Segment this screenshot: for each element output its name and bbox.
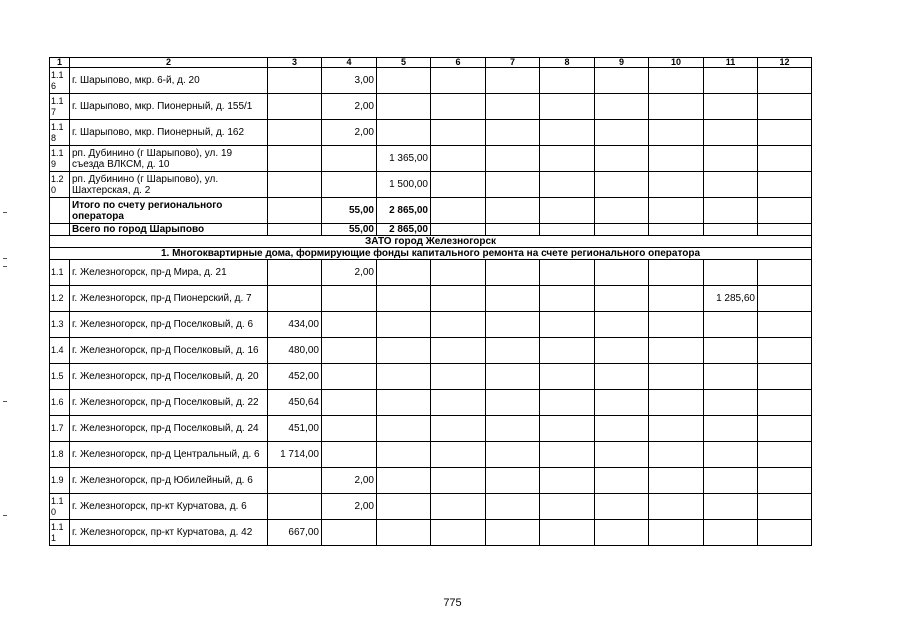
table-row [50, 390, 812, 416]
row-number [50, 68, 70, 94]
column-header-12: 12 [758, 58, 812, 68]
empty-cell [595, 494, 649, 520]
empty-cell [758, 224, 812, 236]
empty-cell [431, 312, 486, 338]
col11-value [704, 338, 758, 364]
margin-mark [3, 515, 7, 516]
col3-value [268, 68, 322, 94]
empty-cell [758, 198, 812, 224]
col11-value [704, 364, 758, 390]
table-row [50, 494, 812, 520]
address-cell: г. Железногорск, пр-д Мира, д. 21 [70, 260, 268, 286]
empty-cell [758, 494, 812, 520]
empty-cell [431, 390, 486, 416]
empty-cell [595, 120, 649, 146]
col5-value [377, 260, 431, 286]
table-row [50, 94, 812, 120]
total-label: Итого по счету регионального оператора [70, 198, 268, 224]
empty-cell [704, 198, 758, 224]
empty-cell [595, 338, 649, 364]
row-number-part: 1.1 [51, 495, 64, 506]
col11-value [704, 442, 758, 468]
row-number-part: 1.2 [51, 293, 64, 303]
col5-value [377, 338, 431, 364]
empty-cell [758, 146, 812, 172]
col3-value [268, 94, 322, 120]
empty-cell [540, 94, 595, 120]
row-number [50, 286, 70, 312]
row-number [50, 94, 70, 120]
column-header-4: 4 [322, 58, 377, 68]
col4-value: 2,00 [322, 120, 377, 146]
empty-cell [758, 416, 812, 442]
row-number [50, 390, 70, 416]
empty-cell [758, 364, 812, 390]
empty-cell [758, 442, 812, 468]
empty-cell [758, 172, 812, 198]
row-number-part: 1.6 [51, 397, 64, 407]
col4-value [322, 146, 377, 172]
empty-cell [758, 390, 812, 416]
empty-cell [486, 198, 540, 224]
col11-value [704, 68, 758, 94]
col4-value: 2,00 [322, 468, 377, 494]
col3-value: 434,00 [268, 312, 322, 338]
col11-value [704, 260, 758, 286]
row-number-part: 1.1 [51, 147, 64, 158]
empty-cell [486, 312, 540, 338]
row-number-part: 1.2 [51, 173, 64, 184]
column-header-2: 2 [70, 58, 268, 68]
col5-value: 1 500,00 [377, 172, 431, 198]
col11-value [704, 390, 758, 416]
empty-cell [431, 442, 486, 468]
repair-table [49, 57, 812, 546]
empty-cell [595, 198, 649, 224]
row-number-part: 1.1 [51, 95, 64, 106]
col5-value [377, 390, 431, 416]
empty-cell [540, 224, 595, 236]
empty-cell [431, 68, 486, 94]
empty-cell [540, 468, 595, 494]
row-number [50, 364, 70, 390]
empty-cell [595, 224, 649, 236]
empty-cell [268, 224, 322, 236]
empty-cell [649, 312, 704, 338]
empty-cell [758, 312, 812, 338]
section-zato [50, 236, 812, 248]
empty-cell [649, 68, 704, 94]
empty-cell [431, 172, 486, 198]
header-row [50, 58, 812, 68]
empty-cell [540, 312, 595, 338]
empty-cell [268, 198, 322, 224]
empty-cell [758, 120, 812, 146]
page-number: 775 [443, 597, 462, 609]
col3-value [268, 494, 322, 520]
empty-cell [649, 520, 704, 546]
empty-cell [540, 120, 595, 146]
row-number-part: 6 [51, 80, 57, 91]
row-number [50, 442, 70, 468]
table-row [50, 286, 812, 312]
col5-value [377, 364, 431, 390]
address-cell: г. Железногорск, пр-д Поселковый, д. 24 [70, 416, 268, 442]
col11-value [704, 494, 758, 520]
col3-value [268, 260, 322, 286]
address-cell: г. Железногорск, пр-д Поселковый, д. 22 [70, 390, 268, 416]
col4-value [322, 520, 377, 546]
col5-value [377, 68, 431, 94]
row-number-part: 0 [51, 506, 57, 517]
empty-cell [649, 260, 704, 286]
empty-cell [649, 338, 704, 364]
margin-mark [3, 401, 7, 402]
empty-cell [540, 442, 595, 468]
empty-cell [486, 120, 540, 146]
row-number [50, 338, 70, 364]
empty-cell [595, 442, 649, 468]
address-cell: рп. Дубинино (г Шарыпово), ул. 19 съезда ВЛКСМ, д. 10 [70, 146, 268, 172]
table-row [50, 146, 812, 172]
row-number-part: 0 [51, 184, 57, 195]
row-number-part: 1.9 [51, 475, 64, 485]
empty-cell [649, 146, 704, 172]
empty-cell [758, 286, 812, 312]
col3-value [268, 286, 322, 312]
empty-cell [595, 312, 649, 338]
col5-value [377, 442, 431, 468]
col3-value: 1 714,00 [268, 442, 322, 468]
empty-cell [486, 286, 540, 312]
col11-value [704, 94, 758, 120]
empty-cell [486, 68, 540, 94]
address-cell: г. Шарыпово, мкр. Пионерный, д. 162 [70, 120, 268, 146]
row-number [50, 416, 70, 442]
empty-cell [595, 68, 649, 94]
table-row [50, 520, 812, 546]
address-cell: рп. Дубинино (г Шарыпово), ул. Шахтерская, д. 2 [70, 172, 268, 198]
table-row [50, 364, 812, 390]
col3-value [268, 120, 322, 146]
row-number-part: 1.8 [51, 449, 64, 459]
empty-cell [50, 198, 70, 224]
empty-cell [431, 520, 486, 546]
empty-cell [431, 198, 486, 224]
column-header-11: 11 [704, 58, 758, 68]
col3-value: 667,00 [268, 520, 322, 546]
column-header-3: 3 [268, 58, 322, 68]
empty-cell [595, 260, 649, 286]
total-col5: 2 865,00 [377, 224, 431, 236]
row-number [50, 520, 70, 546]
empty-cell [486, 172, 540, 198]
row-number-part: 1.1 [51, 521, 64, 532]
table-row [50, 120, 812, 146]
column-header-1: 1 [50, 58, 70, 68]
address-cell: г. Железногорск, пр-кт Курчатова, д. 6 [70, 494, 268, 520]
section-subheading [50, 248, 812, 260]
empty-cell [540, 364, 595, 390]
empty-cell [758, 94, 812, 120]
table-row [50, 172, 812, 198]
table-row [50, 416, 812, 442]
col4-value [322, 390, 377, 416]
total-col5: 2 865,00 [377, 198, 431, 224]
address-cell: г. Железногорск, пр-д Пионерский, д. 7 [70, 286, 268, 312]
col11-value [704, 416, 758, 442]
empty-cell [486, 520, 540, 546]
empty-cell [486, 442, 540, 468]
empty-cell [595, 390, 649, 416]
empty-cell [540, 520, 595, 546]
col4-value [322, 442, 377, 468]
empty-cell [431, 364, 486, 390]
margin-mark [3, 258, 7, 259]
address-cell: г. Шарыпово, мкр. 6-й, д. 20 [70, 68, 268, 94]
empty-cell [595, 146, 649, 172]
col4-value [322, 338, 377, 364]
empty-cell [486, 224, 540, 236]
empty-cell [595, 468, 649, 494]
empty-cell [431, 416, 486, 442]
table-row [50, 338, 812, 364]
empty-cell [431, 338, 486, 364]
row-number [50, 260, 70, 286]
table-row [50, 260, 812, 286]
address-cell: г. Железногорск, пр-д Поселковый, д. 6 [70, 312, 268, 338]
empty-cell [649, 120, 704, 146]
row-number-part: 1 [51, 532, 57, 543]
empty-cell [649, 364, 704, 390]
empty-cell [758, 338, 812, 364]
empty-cell [486, 468, 540, 494]
empty-cell [431, 286, 486, 312]
column-header-8: 8 [540, 58, 595, 68]
empty-cell [540, 172, 595, 198]
column-header-10: 10 [649, 58, 704, 68]
empty-cell [540, 286, 595, 312]
col3-value [268, 146, 322, 172]
empty-cell [649, 416, 704, 442]
empty-cell [595, 520, 649, 546]
empty-cell [431, 224, 486, 236]
col11-value [704, 146, 758, 172]
empty-cell [595, 364, 649, 390]
empty-cell [486, 338, 540, 364]
col3-value: 451,00 [268, 416, 322, 442]
empty-cell [649, 224, 704, 236]
empty-cell [431, 468, 486, 494]
col4-value [322, 416, 377, 442]
empty-cell [540, 68, 595, 94]
table-row [50, 68, 812, 94]
col4-value [322, 312, 377, 338]
total-col4: 55,00 [322, 224, 377, 236]
empty-cell [540, 416, 595, 442]
empty-cell [540, 494, 595, 520]
col3-value [268, 468, 322, 494]
empty-cell [486, 494, 540, 520]
empty-cell [758, 520, 812, 546]
row-number-part: 1.1 [51, 121, 64, 132]
row-number [50, 312, 70, 338]
row-number-part: 9 [51, 158, 57, 169]
empty-cell [758, 468, 812, 494]
table-row [50, 312, 812, 338]
row-number-part: 1.5 [51, 371, 64, 381]
empty-cell [649, 468, 704, 494]
col11-value [704, 468, 758, 494]
empty-cell [540, 390, 595, 416]
empty-cell [431, 94, 486, 120]
col3-value: 450,64 [268, 390, 322, 416]
row-number [50, 120, 70, 146]
address-cell: г. Железногорск, пр-д Центральный, д. 6 [70, 442, 268, 468]
empty-cell [595, 416, 649, 442]
col4-value [322, 364, 377, 390]
total-label: Всего по город Шарыпово [70, 224, 268, 236]
total-row [50, 224, 812, 236]
empty-cell [649, 94, 704, 120]
empty-cell [540, 260, 595, 286]
row-number-part: 8 [51, 132, 57, 143]
row-number-part: 1.1 [51, 267, 64, 277]
column-header-5: 5 [377, 58, 431, 68]
row-number-part: 1.1 [51, 69, 64, 80]
row-number-part: 1.3 [51, 319, 64, 329]
col3-value: 480,00 [268, 338, 322, 364]
col5-value [377, 494, 431, 520]
column-header-7: 7 [486, 58, 540, 68]
col11-value: 1 285,60 [704, 286, 758, 312]
row-number-part: 1.7 [51, 423, 64, 433]
col5-value [377, 312, 431, 338]
empty-cell [595, 286, 649, 312]
col3-value: 452,00 [268, 364, 322, 390]
col11-value [704, 120, 758, 146]
empty-cell [649, 390, 704, 416]
empty-cell [486, 364, 540, 390]
row-number-part: 1.4 [51, 345, 64, 355]
empty-cell [540, 338, 595, 364]
margin-mark [3, 266, 7, 267]
empty-cell [649, 172, 704, 198]
address-cell: г. Шарыпово, мкр. Пионерный, д. 155/1 [70, 94, 268, 120]
col4-value: 2,00 [322, 260, 377, 286]
row-number [50, 468, 70, 494]
empty-cell [431, 494, 486, 520]
column-header-6: 6 [431, 58, 486, 68]
empty-cell [649, 198, 704, 224]
empty-cell [486, 94, 540, 120]
total-row [50, 198, 812, 224]
row-number [50, 494, 70, 520]
empty-cell [595, 172, 649, 198]
address-cell: г. Железногорск, пр-д Поселковый, д. 20 [70, 364, 268, 390]
empty-cell [486, 260, 540, 286]
empty-cell [649, 442, 704, 468]
table-row [50, 468, 812, 494]
empty-cell [704, 224, 758, 236]
col5-value [377, 468, 431, 494]
empty-cell [758, 260, 812, 286]
col11-value [704, 520, 758, 546]
col3-value [268, 172, 322, 198]
empty-cell [486, 390, 540, 416]
address-cell: г. Железногорск, пр-д Поселковый, д. 16 [70, 338, 268, 364]
empty-cell [50, 224, 70, 236]
row-number-part: 7 [51, 106, 57, 117]
col5-value [377, 520, 431, 546]
col4-value [322, 172, 377, 198]
column-header-9: 9 [595, 58, 649, 68]
col4-value [322, 286, 377, 312]
empty-cell [595, 94, 649, 120]
empty-cell [540, 146, 595, 172]
col5-value [377, 120, 431, 146]
table-body [50, 58, 812, 546]
empty-cell [431, 120, 486, 146]
col5-value [377, 94, 431, 120]
margin-mark [3, 212, 7, 213]
row-number [50, 172, 70, 198]
col4-value: 2,00 [322, 494, 377, 520]
section-subheading-title: 1. Многоквартирные дома, формирующие фонды капитального ремонта на счете регионального оператора [50, 248, 812, 260]
empty-cell [649, 494, 704, 520]
address-cell: г. Железногорск, пр-д Юбилейный, д. 6 [70, 468, 268, 494]
col4-value: 2,00 [322, 94, 377, 120]
col11-value [704, 172, 758, 198]
col5-value: 1 365,00 [377, 146, 431, 172]
empty-cell [649, 286, 704, 312]
row-number [50, 146, 70, 172]
empty-cell [540, 198, 595, 224]
col11-value [704, 312, 758, 338]
table-row [50, 442, 812, 468]
col4-value: 3,00 [322, 68, 377, 94]
empty-cell [486, 416, 540, 442]
col5-value [377, 286, 431, 312]
empty-cell [486, 146, 540, 172]
col5-value [377, 416, 431, 442]
total-col4: 55,00 [322, 198, 377, 224]
empty-cell [758, 68, 812, 94]
document-sheet [49, 57, 812, 546]
empty-cell [431, 260, 486, 286]
empty-cell [431, 146, 486, 172]
address-cell: г. Железногорск, пр-кт Курчатова, д. 42 [70, 520, 268, 546]
section-zato-title: ЗАТО город Железногорск [50, 236, 812, 248]
